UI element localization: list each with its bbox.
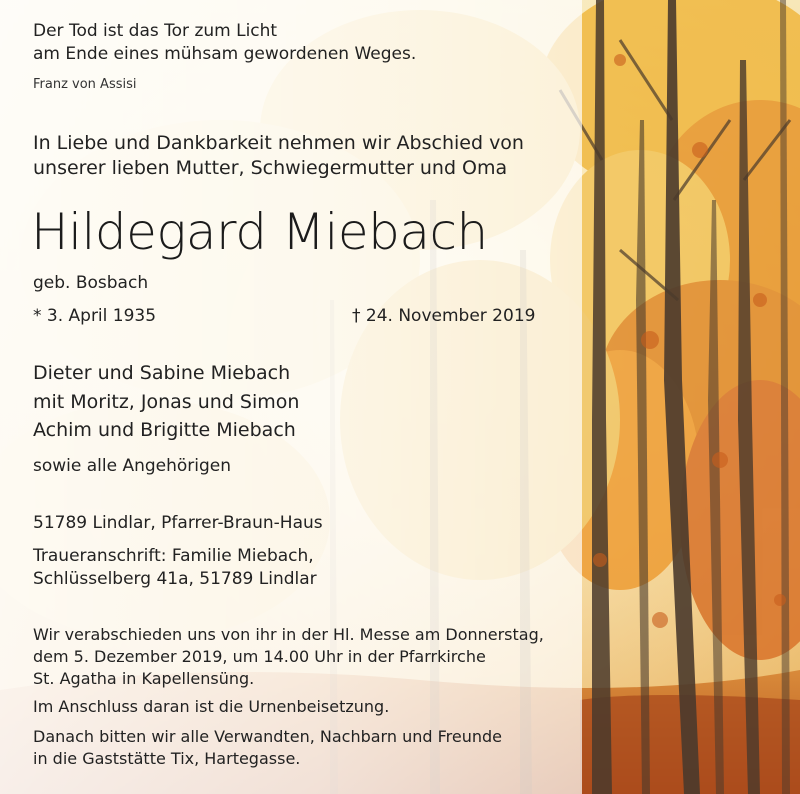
after-line-2: in die Gaststätte Tix, Hartegasse. — [33, 749, 301, 768]
urn-burial: Im Anschluss daran ist die Urnenbeisetzung. — [33, 697, 390, 716]
mourners-others: sowie alle Angehörigen — [33, 456, 232, 476]
birth-name: geb. Bosbach — [33, 273, 149, 293]
quote-line-2: am Ende eines mühsam gewordenen Weges. — [33, 44, 417, 64]
intro-line-2: unserer lieben Mutter, Schwiegermutter und Oma — [33, 157, 508, 179]
quote-line-1: Der Tod ist das Tor zum Licht — [33, 21, 278, 41]
birth-date: * 3. April 1935 — [33, 306, 157, 326]
after-line-1: Danach bitten wir alle Verwandten, Nachbarn und Freunde — [33, 727, 502, 746]
address-line-2: Schlüsselberg 41a, 51789 Lindlar — [33, 569, 317, 589]
quote-author: Franz von Assisi — [33, 77, 137, 92]
intro-line-1: In Liebe und Dankbarkeit nehmen wir Abschied von — [33, 132, 524, 154]
mourners-line-1: Dieter und Sabine Miebach — [33, 362, 291, 384]
service-line-1: Wir verabschieden uns von ihr in der Hl. Messe am Donnerstag, — [33, 625, 544, 644]
service-line-3: St. Agatha in Kapellensüng. — [33, 669, 255, 688]
location: 51789 Lindlar, Pfarrer-Braun-Haus — [33, 513, 323, 533]
deceased-name: Hildegard Miebach — [31, 203, 488, 261]
address-line-1: Traueranschrift: Familie Miebach, — [33, 546, 314, 566]
mourners-line-2: mit Moritz, Jonas und Simon — [33, 391, 300, 413]
service-line-2: dem 5. Dezember 2019, um 14.00 Uhr in der Pfarrkirche — [33, 647, 486, 666]
death-date: † 24. November 2019 — [352, 306, 536, 326]
mourners-line-3: Achim und Brigitte Miebach — [33, 419, 296, 441]
